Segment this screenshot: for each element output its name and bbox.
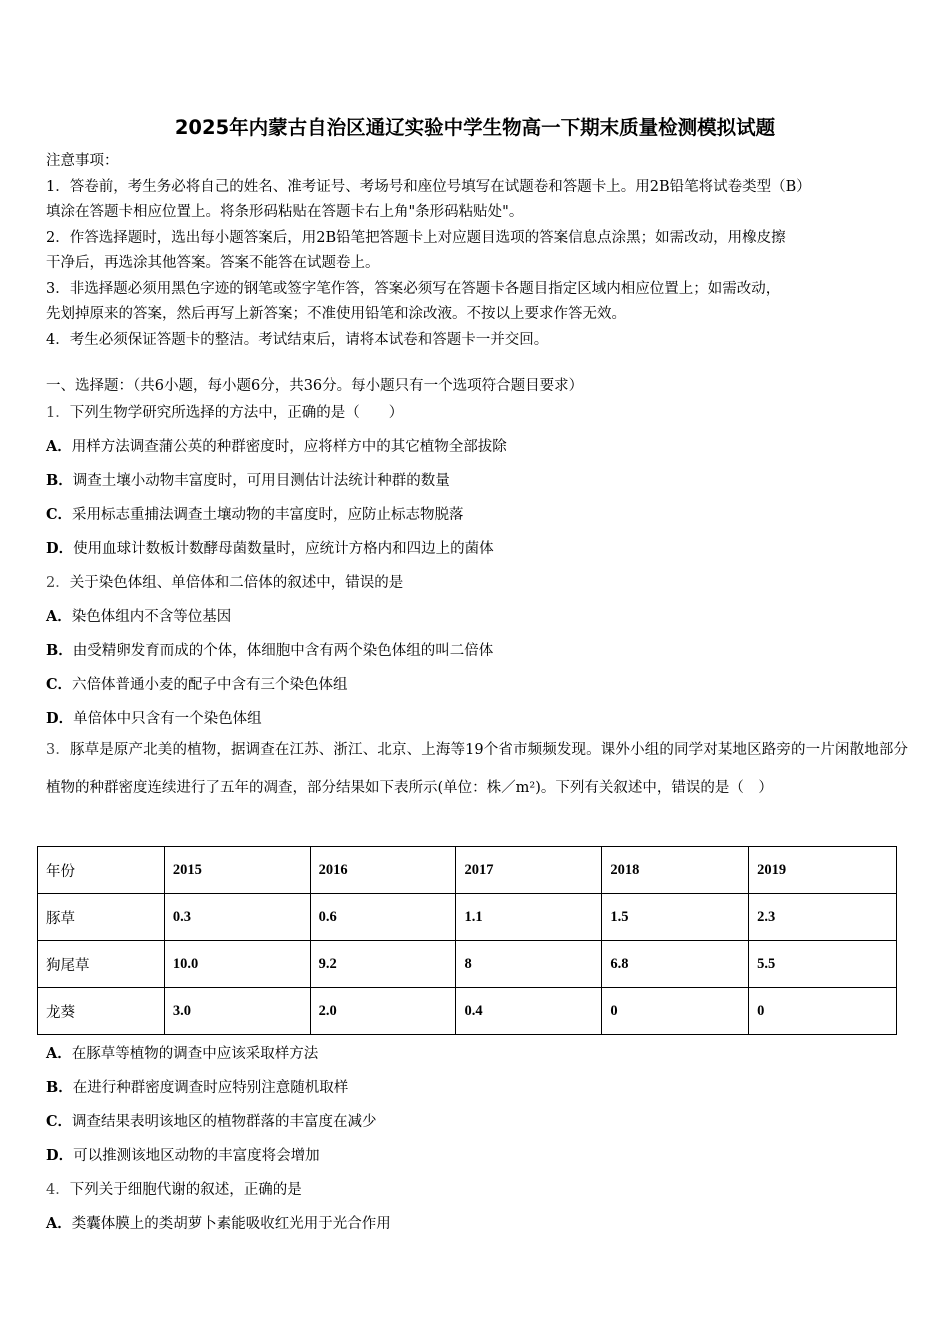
q3-option-b xyxy=(46,1076,348,1097)
q1-option-c xyxy=(46,503,464,524)
question-4 xyxy=(46,1178,302,1199)
table-cell: 0.3 xyxy=(164,894,310,941)
table-cell: 龙葵 xyxy=(38,988,165,1035)
table-cell: 0 xyxy=(749,988,897,1035)
q3-option-c xyxy=(46,1110,377,1131)
table-cell: 10.0 xyxy=(164,941,310,988)
option-text: 由受精卵发育而成的个体，体细胞中含有两个染色体组的叫二倍体 xyxy=(72,643,494,659)
option-label: D． xyxy=(46,710,74,727)
option-text: 调查结果表明该地区的植物群落的丰富度在减少 xyxy=(72,1114,377,1130)
table-cell: 9.2 xyxy=(310,941,456,988)
notes-line: 干净后，再选涂其他答案。答案不能答在试题卷上。 xyxy=(46,255,380,271)
option-label: B． xyxy=(46,1079,73,1096)
page-title: 2025年内蒙古自治区通辽实验中学生物高一下期末质量检测模拟试题 xyxy=(174,116,776,139)
option-label: C． xyxy=(46,1113,73,1130)
option-text: 在豚草等植物的调查中应该采取样方法 xyxy=(71,1046,319,1062)
question-text: 下列关于细胞代谢的叙述，正确的是 xyxy=(69,1182,302,1198)
notes-line: 4．考生必须保证答题卡的整洁。考试结束后，请将本试卷和答题卡一并交回。 xyxy=(46,331,549,348)
option-label: A． xyxy=(46,608,72,625)
option-label: A． xyxy=(46,1045,72,1062)
density-table xyxy=(37,846,897,1035)
table-header-row xyxy=(38,847,897,894)
option-text: 在进行种群密度调查时应特别注意随机取样 xyxy=(72,1080,349,1096)
table-cell: 2.0 xyxy=(310,988,456,1035)
option-text: 可以推测该地区动物的丰富度将会增加 xyxy=(73,1148,320,1164)
q2-option-a xyxy=(46,605,231,626)
q1-option-d xyxy=(46,537,494,558)
table-cell: 0 xyxy=(602,988,749,1035)
option-label: A． xyxy=(46,1215,72,1232)
notes-heading: 注意事项： xyxy=(46,153,119,169)
q3-option-a xyxy=(46,1042,318,1063)
table-header-cell: 2017 xyxy=(456,847,602,894)
option-label: C． xyxy=(46,676,73,693)
option-text: 染色体组内不含等位基因 xyxy=(71,609,232,625)
notes-line: 先划掉原来的答案，然后再写上新答案；不准使用铅笔和涂改液。不按以上要求作答无效。 xyxy=(46,306,626,322)
q1-option-a xyxy=(46,435,507,456)
table-cell: 3.0 xyxy=(164,988,310,1035)
q3-option-d xyxy=(46,1144,320,1165)
table-cell: 1.1 xyxy=(456,894,602,941)
question-3 xyxy=(46,731,908,807)
notes-block xyxy=(46,149,906,353)
table-cell: 8 xyxy=(456,941,602,988)
option-label: A． xyxy=(46,438,72,455)
table-row xyxy=(38,894,897,941)
notes-line: 填涂在答题卡相应位置上。将条形码粘贴在答题卡右上角"条形码粘贴处"。 xyxy=(46,204,524,220)
option-label: B． xyxy=(46,472,73,489)
table-row xyxy=(38,941,897,988)
option-text: 类囊体膜上的类胡萝卜素能吸收红光用于光合作用 xyxy=(71,1216,391,1232)
q2-option-b xyxy=(46,639,493,660)
table-header-cell: 年份 xyxy=(38,847,165,894)
question-text: 下列生物学研究所选择的方法中，正确的是（ ） xyxy=(69,405,404,421)
option-text: 单倍体中只含有一个染色体组 xyxy=(73,711,262,727)
question-text: 关于染色体组、单倍体和二倍体的叙述中，错误的是 xyxy=(69,575,404,591)
q4-option-a xyxy=(46,1212,391,1233)
table-header-cell: 2016 xyxy=(310,847,456,894)
option-text: 用样方法调查蒲公英的种群密度时，应将样方中的其它植物全部拔除 xyxy=(71,439,507,455)
table-cell: 0.4 xyxy=(456,988,602,1035)
option-label: C． xyxy=(46,506,73,523)
question-number: 2． xyxy=(46,575,70,591)
notes-line: 2．作答选择题时，选出每小题答案后，用2B铅笔把答题卡上对应题目选项的答案信息点涂黑；如需改动，用橡皮擦 xyxy=(46,229,786,246)
table-cell: 0.6 xyxy=(310,894,456,941)
table-row xyxy=(38,988,897,1035)
question-2 xyxy=(46,571,403,592)
question-text: 豚草是原产北美的植物，据调查在江苏、浙江、北京、上海等19个省市频频发现。课外小组的同学对某地区路旁的一片闲散地部分植物的种群密度连续进行了五年的凋查，部分结果如下表所示(单位：株／m²)。下列有关叙述中，错误的是（ ） xyxy=(46,742,908,796)
table-cell: 2.3 xyxy=(749,894,897,941)
notes-line: 3．非选择题必须用黑色字迹的钢笔或签字笔作答，答案必须写在答题卡各题目指定区域内相应位置上；如需改动， xyxy=(46,280,781,297)
question-number: 3． xyxy=(46,742,70,758)
question-1 xyxy=(46,401,403,422)
option-label: D． xyxy=(46,1147,74,1164)
option-text: 调查土壤小动物丰富度时，可用目测估计法统计种群的数量 xyxy=(72,473,450,489)
option-label: D． xyxy=(46,540,74,557)
option-text: 采用标志重捕法调查土壤动物的丰富度时，应防止标志物脱落 xyxy=(72,507,464,523)
q1-option-b xyxy=(46,469,450,490)
q2-option-c xyxy=(46,673,348,694)
question-number: 1． xyxy=(46,405,70,421)
notes-line: 1．答卷前，考生务必将自己的姓名、准考证号、考场号和座位号填写在试题卷和答题卡上。用2B铅笔将试卷类型（B） xyxy=(46,178,811,195)
q2-option-d xyxy=(46,707,262,728)
question-number: 4． xyxy=(46,1182,70,1198)
option-label: B． xyxy=(46,642,73,659)
table-cell: 1.5 xyxy=(602,894,749,941)
table-header-cell: 2019 xyxy=(749,847,897,894)
table-header-cell: 2015 xyxy=(164,847,310,894)
table-header-cell: 2018 xyxy=(602,847,749,894)
table-cell: 狗尾草 xyxy=(38,941,165,988)
table-cell: 豚草 xyxy=(38,894,165,941)
section-heading: 一、选择题：（共6小题，每小题6分，共36分。每小题只有一个选项符合题目要求） xyxy=(46,378,584,394)
option-text: 六倍体普通小麦的配子中含有三个染色体组 xyxy=(72,677,348,693)
option-text: 使用血球计数板计数酵母菌数量时，应统计方格内和四边上的菌体 xyxy=(73,541,494,557)
table-cell: 5.5 xyxy=(749,941,897,988)
table-cell: 6.8 xyxy=(602,941,749,988)
